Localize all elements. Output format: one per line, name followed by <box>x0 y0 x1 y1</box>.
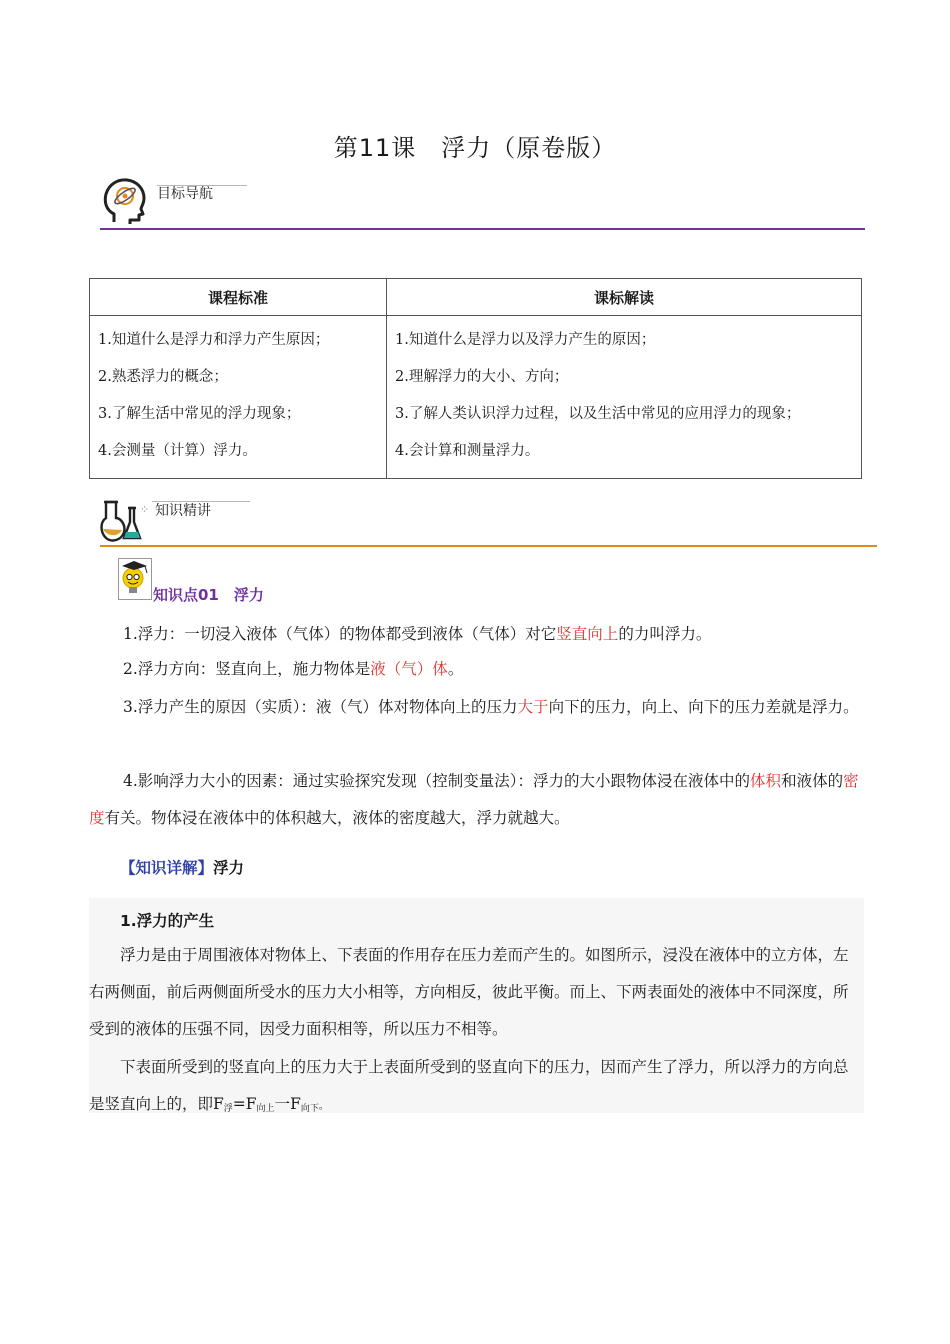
formula-sub-up: 向上 <box>256 1104 275 1114</box>
detail-paragraph-1: 浮力是由于周围液体对物体上、下表面的作用存在压力差而产生的。如图所示，浸没在液体中的立方体，左右两侧面，前后两侧面所受水的压力大小相等，方向相反，彼此平衡。而上、下两表面处的液体中不同深度，所受到的液体的压强不同，因受力面积相等，所以压力不相等。 <box>89 946 849 1038</box>
interpretation-item: 2.理解浮力的大小、方向； <box>395 369 569 385</box>
formula-sub-down: 向下 <box>300 1104 319 1114</box>
standard-item: 4.会测量（计算）浮力。 <box>98 443 257 459</box>
kp-p4-end: 有关。物体浸在液体中的体积越大，液体的密度越大，浮力就越大。 <box>104 809 570 827</box>
section-knowledge: 知识精讲 <box>155 503 211 519</box>
formula-sub-buoy: 浮 <box>223 1104 233 1114</box>
table-header-standard: 课程标准 <box>90 279 387 316</box>
kp-p2-end: 。 <box>447 660 464 678</box>
buoyancy-formula <box>213 1095 329 1113</box>
knowledge-point-title: 知识点01 浮力 <box>153 586 264 604</box>
kp-p2-highlight: 液（气）体 <box>370 660 448 678</box>
kp-paragraph-2 <box>89 651 861 688</box>
kp-p4-highlight-volume: 体积 <box>750 772 782 790</box>
kp-paragraph-3 <box>89 689 861 726</box>
kp-paragraph-1 <box>89 616 861 653</box>
formula-minus: 一F <box>274 1095 301 1113</box>
detail-subtitle: 1.浮力的产生 <box>120 912 215 930</box>
kp-p4-mid: 和液体的 <box>781 772 844 790</box>
kp-paragraph-4 <box>89 763 861 837</box>
page-title: 第11课 浮力（原卷版） <box>333 134 617 162</box>
kp-p2-text: 2.浮力方向：竖直向上，施力物体是 <box>123 660 371 678</box>
table-header-interpretation: 课标解读 <box>387 279 862 316</box>
kp-p4-text: 4.影响浮力大小的因素：通过实验探究发现（控制变量法）：浮力的大小跟物体浸在液体中的 <box>123 772 751 790</box>
interpretation-item: 1.知道什么是浮力以及浮力产生的原因； <box>395 332 656 348</box>
kp-p1-end: 的力叫浮力。 <box>618 625 712 643</box>
detail-bracket: 【知识详解】 <box>120 859 214 877</box>
kp-p4-highlight-density: 密度 <box>89 772 859 827</box>
knowledge-rule <box>100 545 877 547</box>
detail-p2-text: 下表面所受到的竖直向上的压力大于上表面所受到的竖直向下的压力，因而产生了浮力，所以浮力的方向总是竖直向上的，即 <box>89 1058 849 1113</box>
formula-eq: =F <box>232 1095 257 1113</box>
sparkle-icon: ⁘ <box>140 503 150 516</box>
table-cell-interpretation <box>387 316 862 479</box>
kp-p1-highlight: 竖直向上 <box>556 625 619 643</box>
detail-title: 浮力 <box>213 859 245 877</box>
standard-item: 3.了解生活中常见的浮力现象； <box>98 406 301 422</box>
knowledge-short-rule <box>152 501 250 502</box>
detail-paragraph-2 <box>89 1049 861 1128</box>
formula-f: F <box>213 1095 224 1113</box>
interpretation-item: 3.了解人类认识浮力过程，以及生活中常见的应用浮力的现象； <box>395 406 801 422</box>
standards-table <box>89 278 862 479</box>
table-cell-standard <box>90 316 387 479</box>
formula-end: 。 <box>318 1101 329 1112</box>
head-bulb-icon <box>100 176 148 226</box>
section-goal-nav: 目标导航 <box>157 186 213 202</box>
interpretation-item: 4.会计算和测量浮力。 <box>395 443 540 459</box>
scholar-bulb-icon <box>118 558 152 600</box>
kp-p1-text: 1.浮力：一切浸入液体（气体）的物体都受到液体（气体）对它 <box>123 625 557 643</box>
kp-p3-text: 3.浮力产生的原因（实质）：液（气）体对物体向上的压力 <box>123 698 518 716</box>
standard-item: 2.熟悉浮力的概念； <box>98 369 228 385</box>
kp-p3-end: 向下的压力，向上、向下的压力差就是浮力。 <box>548 698 859 716</box>
goal-nav-rule <box>100 228 865 230</box>
kp-p3-highlight: 大于 <box>517 698 549 716</box>
flask-icon <box>98 498 144 544</box>
standard-item: 1.知道什么是浮力和浮力产生原因； <box>98 332 330 348</box>
detail-heading <box>120 856 244 878</box>
goal-nav-short-rule <box>157 185 247 186</box>
